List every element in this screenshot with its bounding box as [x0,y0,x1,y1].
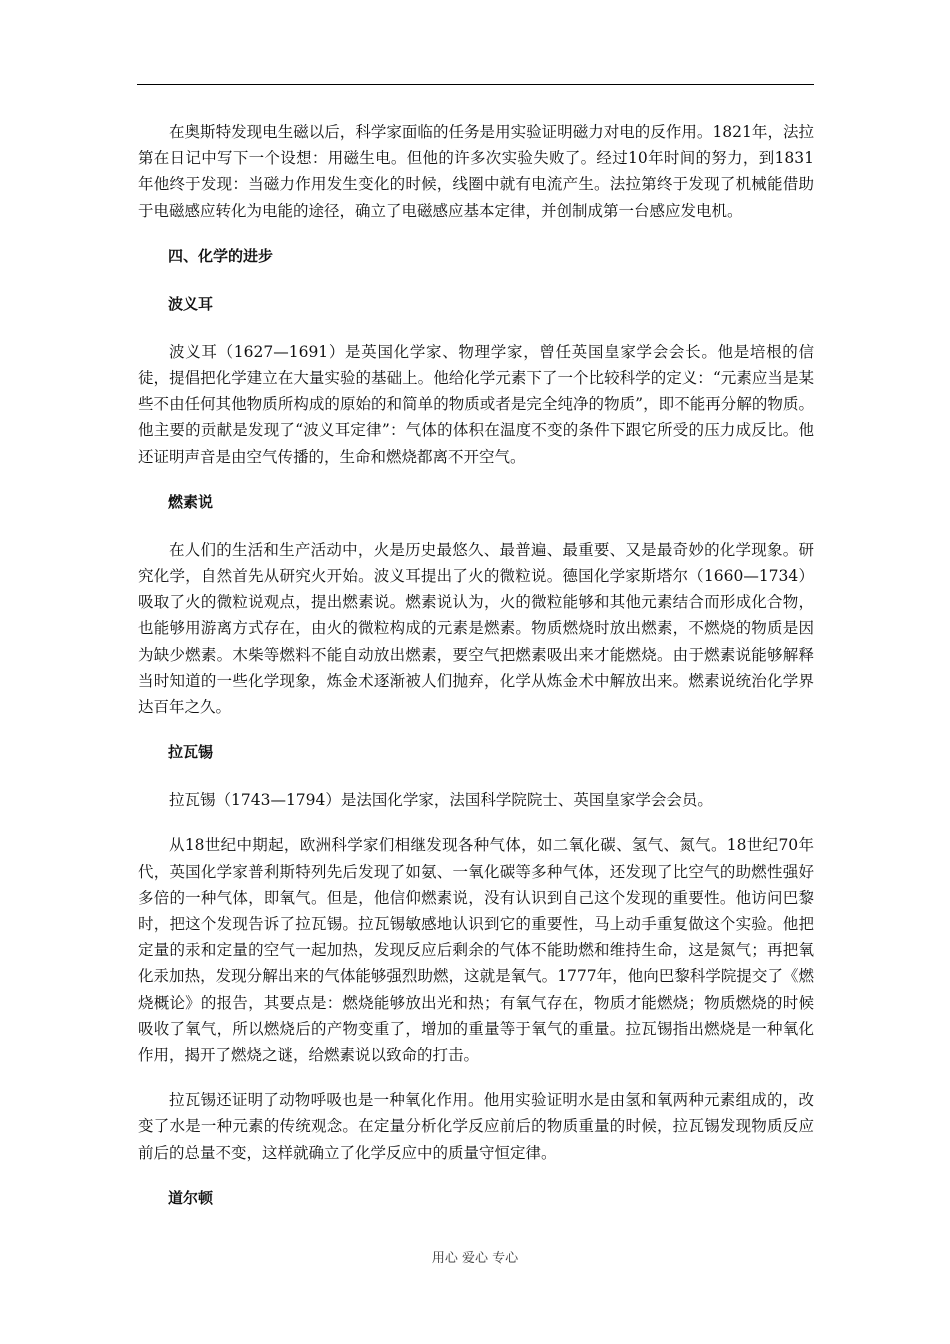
header-rule [137,84,814,85]
subheading-lavoisier: 拉瓦锡 [168,743,214,762]
subheading-boyle: 波义耳 [168,294,214,313]
paragraph-faraday: 在奥斯特发现电生磁以后，科学家面临的任务是用实验证明磁力对电的反作用。1821年，法拉第在日记中写下一个设想：用磁生电。但他的许多次实验失败了。经过10年时间的努力，到1831年他终于发现：当磁力作用发生变化的时候，线圈中就有电流产生。法拉第终于发现了机械能借助于电磁感应转化为电能的途径，确立了电磁感应基本定律，并创制成第一台感应发电机。 [138,123,814,220]
paragraph-boyle: 波义耳（1627—1691）是英国化学家、物理学家，曾任英国皇家学会会长。他是培根的信徒，提倡把化学建立在大量实验的基础上。他给化学元素下了一个比较科学的定义：“元素应当是某些不由任何其他物质所构成的原始的和简单的物质或者是完全纯净的物质”，即不能再分解的物质。他主要的贡献是发现了“波义耳定律”：气体的体积在温度不变的条件下跟它所受的压力成反比。他还证明声音是由空气传播的，生命和燃烧都离不开空气。 [138,342,814,466]
paragraph-mass-conservation: 拉瓦锡还证明了动物呼吸也是一种氧化作用。他用实验证明水是由氢和氧两种元素组成的，改变了水是一种元素的传统观念。在定量分析化学反应前后的物质重量的时候，拉瓦锡发现物质反应前后的总量不变，这样就确立了化学反应中的质量守恒定律。 [138,1091,814,1162]
paragraph-phlogiston: 在人们的生活和生产活动中，火是历史最悠久、最普遍、最重要、又是最奇妙的化学现象。研究化学，自然首先从研究火开始。波义耳提出了火的微粒说。德国化学家斯塔尔（1660—1734）吸取了火的微粒说观点，提出燃素说。燃素说认为，火的微粒能够和其他元素结合而形成化合物，也能够用游离方式存在，由火的微粒构成的元素是燃素。物质燃烧时放出燃素，不燃烧的物质是因为缺少燃素。木柴等燃料不能自动放出燃素，要空气把燃素吸出来才能燃烧。由于燃素说能够解释当时知道的一些化学现象，炼金术逐渐被人们抛弃，化学从炼金术中解放出来。燃素说统治化学界达百年之久。 [138,540,814,717]
subheading-phlogiston: 燃素说 [168,492,214,511]
paragraph-oxygen-discovery: 从18世纪中期起，欧洲科学家们相继发现各种气体，如二氧化碳、氢气、氮气。18世纪70年代，英国化学家普利斯特列先后发现了如氨、一氧化碳等多种气体，还发现了比空气的助燃性强好多倍的一种气体，即氧气。但是，他信仰燃素说，没有认识到自己这个发现的重要性。他访问巴黎时，把这个发现告诉了拉瓦锡。拉瓦锡敏感地认识到它的重要性，马上动手重复做这个实验。他把定量的汞和定量的空气一起加热，发现反应后剩余的气体不能助燃和维持生命，这是氮气；再把氧化汞加热，发现分解出来的气体能够强烈助燃，这就是氧气。1777年，他向巴黎科学院提交了《燃烧概论》的报告，其要点是：燃烧能够放出光和热；有氧气存在，物质才能燃烧；物质燃烧的时候吸收了氧气，所以燃烧后的产物变重了，增加的重量等于氧气的重量。拉瓦锡指出燃烧是一种氧化作用，揭开了燃烧之谜，给燃素说以致命的打击。 [138,836,814,1065]
section-heading-chemistry-progress: 四、化学的进步 [168,246,274,265]
page-footer: 用心 爱心 专心 [431,1251,519,1266]
subheading-dalton: 道尔顿 [168,1188,214,1207]
document-body [138,119,814,1233]
paragraph-lavoisier-intro: 拉瓦锡（1743—1794）是法国化学家，法国科学院院士、英国皇家学会会员。 [169,791,713,810]
